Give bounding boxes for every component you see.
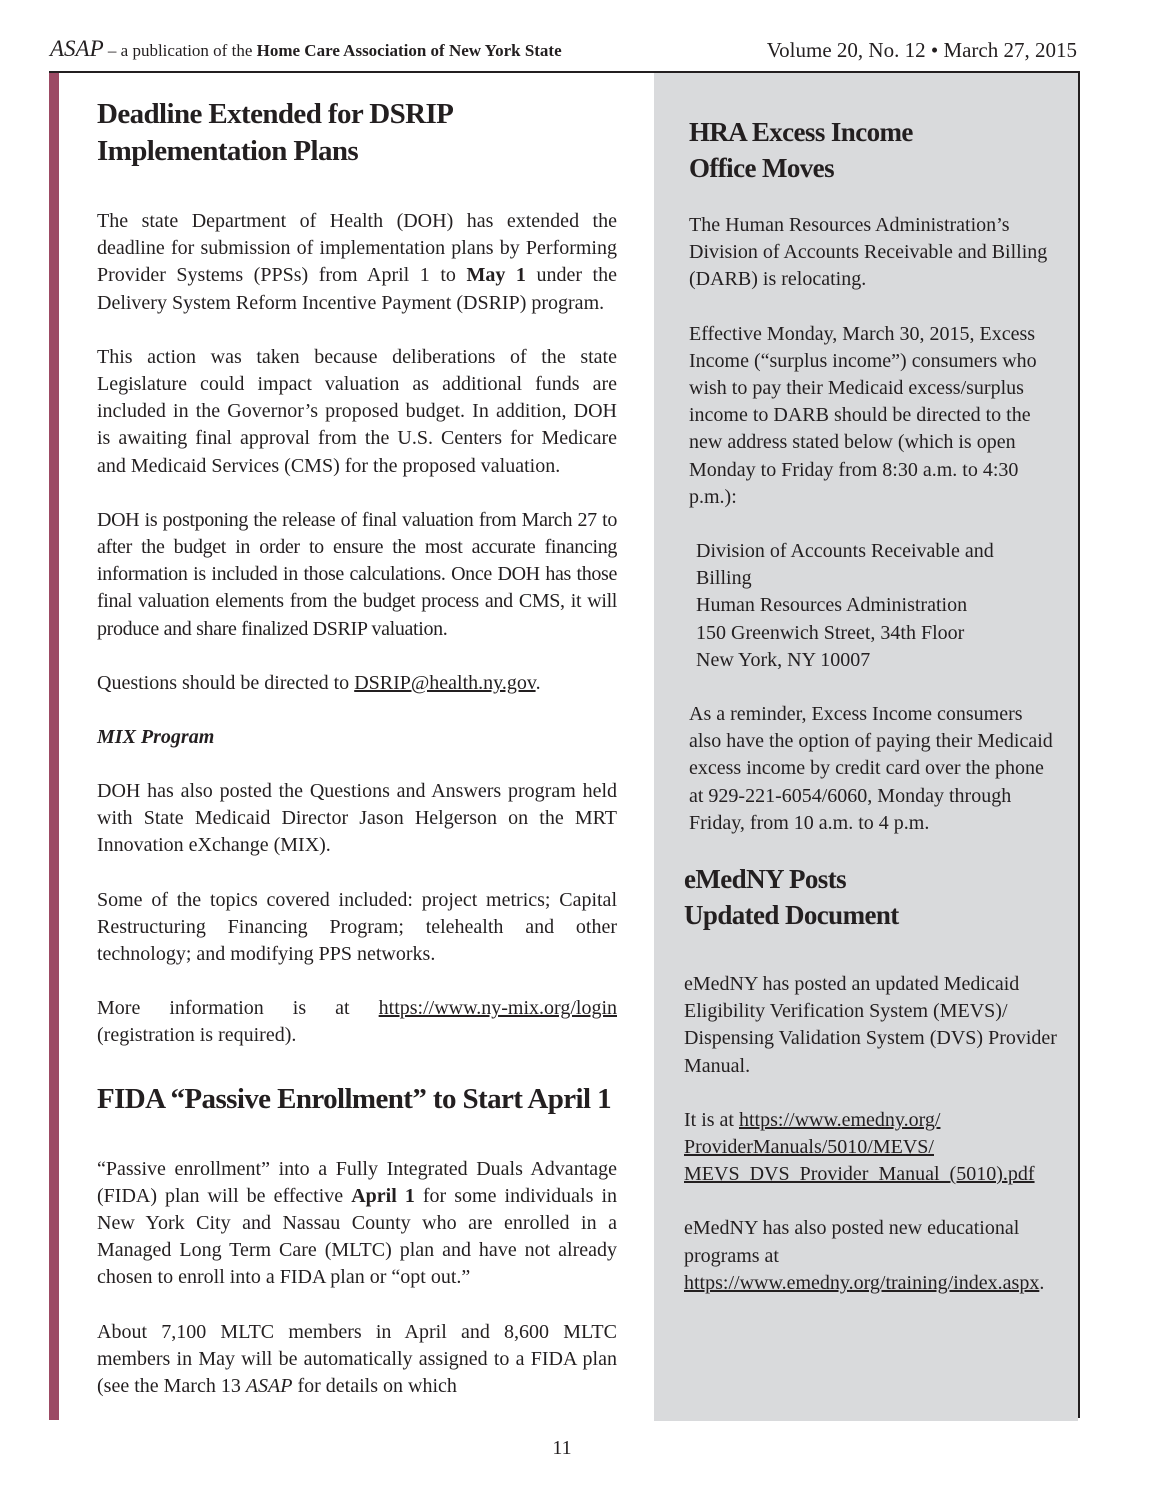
page-number: 11 <box>552 1437 572 1459</box>
bold-date: May 1 <box>466 264 526 287</box>
link-text: MEVS_DVS_Provider_Manual_(5010).pdf <box>684 1163 1035 1186</box>
paragraph: Effective Monday, March 30, 2015, Excess Income (“surplus income”) consumers who wish to pay their Medicaid excess/surplus income to DARB should be directed to the new address stated below (which is open Monday to Friday from 8:30 a.m. to 4:30 p.m.): <box>689 322 1037 508</box>
link-text: ProviderManuals/5010/MEVS/ <box>684 1136 934 1159</box>
paragraph: eMedNY has posted an updated Medicaid Eligibility Verification System (MEVS)/ Dispensing Validation System (DVS) Provider Manual. <box>684 973 1057 1077</box>
paragraph <box>97 208 617 317</box>
text: (registration is required). <box>97 1024 297 1047</box>
article-title-fida: FIDA “Passive Enrollment” to Start April 1 <box>97 1082 611 1115</box>
paragraph: This action was taken because deliberations of the state Legislature could impact valuation as additional funds are included in the Governor’s proposed budget. In addition, DOH is awaiting final approval from the U.S. Centers for Medicare and Medicaid Services (CMS) for the proposed valuation. <box>97 345 617 477</box>
title-line: Updated Document <box>684 900 899 931</box>
bullet-separator: • <box>925 38 944 62</box>
main-column <box>97 96 617 1400</box>
link-text: https://www.emedny.org/ <box>739 1108 941 1131</box>
address-line: Division of Accounts Receivable and <box>696 540 994 563</box>
paragraph: The Human Resources Administration’s Division of Accounts Receivable and Billing (DARB) is relocating. <box>689 214 1048 291</box>
text: . <box>535 671 541 694</box>
text: The state Department of Health (DOH) has extended the deadline for submission of implementation plans by Performing Provider Systems (PPSs) from April 1 to <box>97 210 617 287</box>
emedny-training-link[interactable]: https://www.emedny.org/training/index.aspx <box>684 1271 1040 1294</box>
paragraph <box>97 995 617 1049</box>
text: under the Delivery System Reform Incentive Payment (DSRIP) program. <box>97 264 617 314</box>
text: “Passive enrollment” into a Fully Integrated Duals Advantage (FIDA) plan will be effective <box>97 1157 617 1207</box>
text: for some individuals in New York City and Nassau County who are enrolled in a Managed Long Term Care (MLTC) plan and have not already chosen to enroll into a FIDA plan or “opt out.” <box>97 1184 618 1289</box>
publication-name-italic: ASAP <box>245 1375 293 1398</box>
text: More information is at <box>97 997 379 1020</box>
volume-number: Volume 20, No. 12 <box>766 38 926 62</box>
paragraph: As a reminder, Excess Income consumers also have the option of paying their Medicaid excess income by credit card over the phone at 929-221-6054/6060, Monday through Friday, from 10 a.m. to 4 p.m. <box>689 703 1053 834</box>
paragraph: DOH is postponing the release of final valuation from March 27 to after the budget in order to ensure the most accurate financing information is included in those calculations. Once DOH has those final valuation elements from the budget process and CMS, it will produce and share finalized DSRIP valuation. <box>97 508 617 640</box>
title-line: Deadline Extended for DSRIP <box>97 98 454 130</box>
association-name: Home Care Association of New York State <box>256 41 562 60</box>
sidebar-border <box>1078 71 1080 1418</box>
issue-date: March 27, 2015 <box>943 38 1077 62</box>
issue-info <box>767 38 1077 63</box>
sidebar-title-emedny <box>684 861 1059 933</box>
address-line: New York, NY 10007 <box>696 648 871 671</box>
text: About 7,100 MLTC members in April and 8,600 MLTC members in May will be automatically assigned to a FIDA plan (see the March 13 <box>97 1320 617 1398</box>
subheading-mix-program: MIX Program <box>97 726 215 749</box>
paragraph: DOH has also posted the Questions and Answers program held with State Medicaid Director Jason Helgerson on the MRT Innovation eXchange (MIX). <box>97 780 617 857</box>
address-line: Billing <box>696 567 752 590</box>
title-line: eMedNY Posts <box>684 864 847 895</box>
title-line: Office Moves <box>689 153 834 183</box>
dsrip-email-link[interactable]: DSRIP@health.ny.gov <box>354 671 536 694</box>
darb-address <box>689 538 1059 674</box>
publication-tagline: a publication of the <box>120 41 257 60</box>
bold-date: April 1 <box>351 1184 415 1207</box>
paragraph <box>97 1319 617 1401</box>
emedny-section <box>684 861 1059 1297</box>
address-line: 150 Greenwich Street, 34th Floor <box>696 621 965 644</box>
address-line: Human Resources Administration <box>696 594 968 617</box>
text: eMedNY has also posted new educational programs at <box>684 1217 1020 1267</box>
text: Questions should be directed to <box>97 671 355 694</box>
accent-bar <box>49 73 59 1420</box>
paragraph <box>97 1156 617 1292</box>
text: . <box>1039 1271 1045 1294</box>
paragraph <box>97 670 617 697</box>
paragraph <box>684 1107 1059 1189</box>
text: It is at <box>684 1108 739 1131</box>
title-line: HRA Excess Income <box>689 117 913 147</box>
sidebar-title-hra <box>689 114 1059 186</box>
ny-mix-link[interactable]: https://www.ny-mix.org/login <box>378 997 617 1020</box>
publication-name: ASAP <box>50 36 104 61</box>
paragraph: Some of the topics covered included: project metrics; Capital Restructuring Financing Program; telehealth and other technology; and modifying PPS networks. <box>97 888 617 966</box>
title-line: Implementation Plans <box>97 135 359 167</box>
text: for details on which <box>292 1375 457 1398</box>
paragraph <box>684 1215 1059 1297</box>
article-title-dsrip <box>97 96 617 170</box>
publication-header <box>50 36 562 62</box>
sidebar-column <box>684 114 1059 1297</box>
header-dash: – <box>103 41 121 60</box>
